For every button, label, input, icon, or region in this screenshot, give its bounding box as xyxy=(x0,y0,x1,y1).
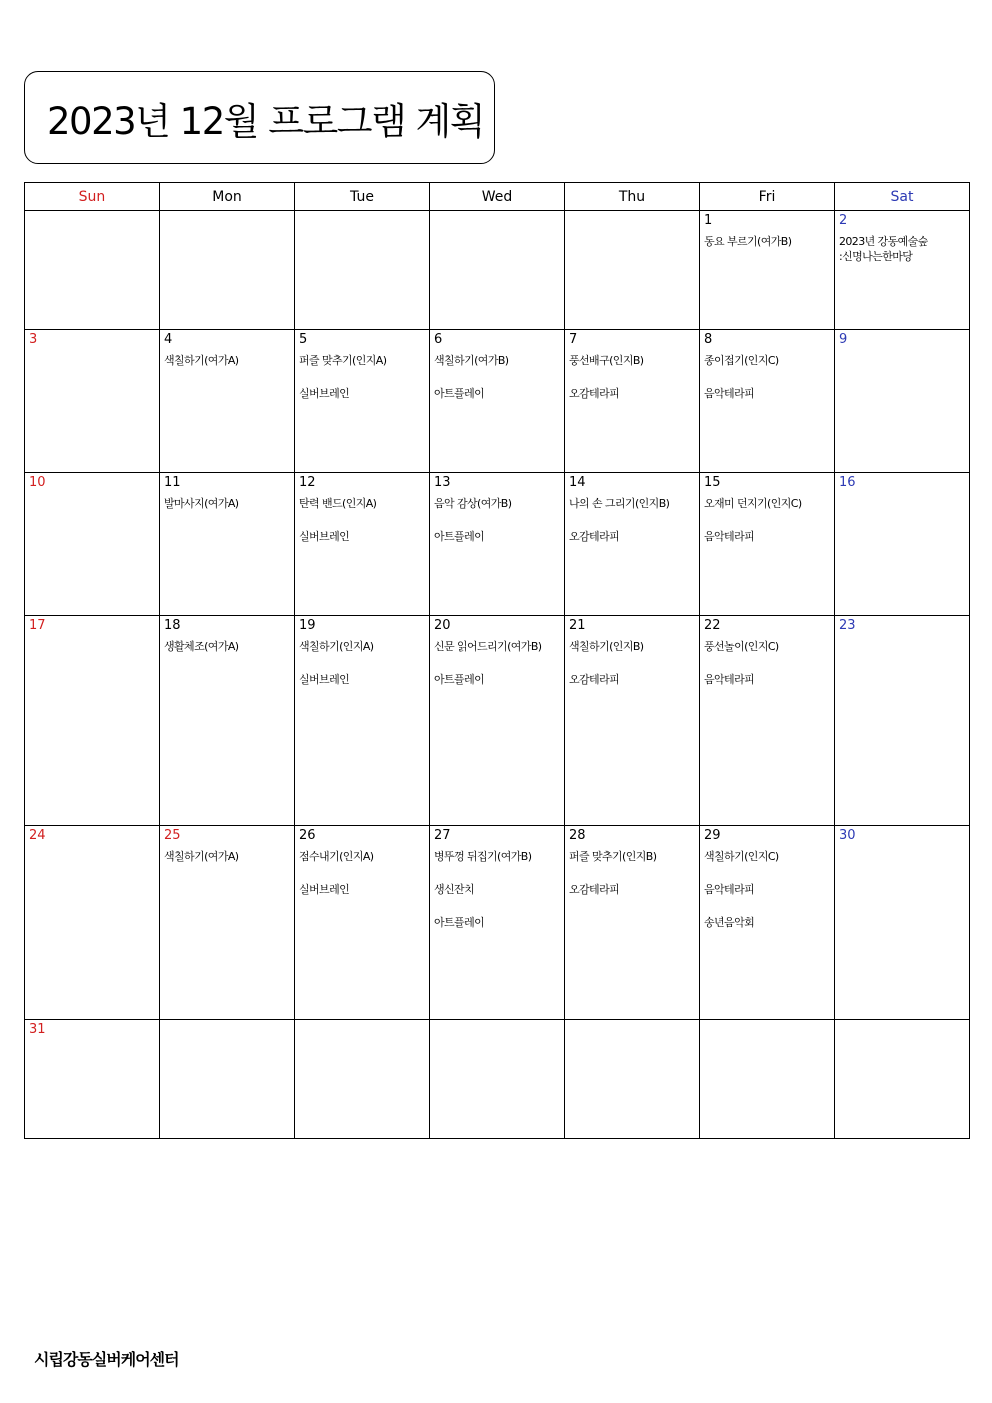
day-cell xyxy=(835,826,970,1020)
day-cell xyxy=(835,330,970,473)
day-cell xyxy=(430,473,565,616)
weekday-header-sat: Sat xyxy=(835,183,970,211)
day-number: 20 xyxy=(434,618,451,633)
day-cell xyxy=(565,473,700,616)
day-cell xyxy=(700,1020,835,1139)
program-item: 나의 손 그리기(인지B) xyxy=(569,497,670,510)
day-number: 29 xyxy=(704,828,721,843)
day-number: 7 xyxy=(569,332,578,347)
program-item: 실버브레인 xyxy=(299,387,350,400)
day-number: 28 xyxy=(569,828,586,843)
day-cell xyxy=(700,616,835,826)
calendar-grid xyxy=(24,182,970,1139)
day-cell xyxy=(160,473,295,616)
program-item: 오감테라피 xyxy=(569,387,620,400)
weekday-header-tue: Tue xyxy=(295,183,430,211)
day-cell xyxy=(25,826,160,1020)
program-item: 아트플레이 xyxy=(434,673,485,686)
day-cell xyxy=(835,473,970,616)
day-number: 11 xyxy=(164,475,181,490)
day-cell xyxy=(160,330,295,473)
day-number: 24 xyxy=(29,828,46,843)
day-cell xyxy=(160,826,295,1020)
day-number: 5 xyxy=(299,332,308,347)
program-item: 2023년 강동예술숲 xyxy=(839,235,928,248)
day-number: 10 xyxy=(29,475,46,490)
day-number: 21 xyxy=(569,618,586,633)
week-row xyxy=(25,616,970,826)
day-number: 27 xyxy=(434,828,451,843)
day-number: 9 xyxy=(839,332,848,347)
day-number: 18 xyxy=(164,618,181,633)
day-cell xyxy=(25,1020,160,1139)
program-item: 오감테라피 xyxy=(569,530,620,543)
weekday-header-wed: Wed xyxy=(430,183,565,211)
day-number: 30 xyxy=(839,828,856,843)
day-cell xyxy=(565,826,700,1020)
day-cell xyxy=(160,211,295,330)
day-cell xyxy=(565,1020,700,1139)
day-cell xyxy=(700,211,835,330)
program-item: 색칠하기(인지C) xyxy=(704,850,779,863)
program-item: 실버브레인 xyxy=(299,530,350,543)
day-number: 19 xyxy=(299,618,316,633)
day-cell xyxy=(700,473,835,616)
day-number: 22 xyxy=(704,618,721,633)
weekday-header-fri: Fri xyxy=(700,183,835,211)
day-number: 23 xyxy=(839,618,856,633)
program-item: :신명나는한마당 xyxy=(839,250,913,263)
program-item: 아트플레이 xyxy=(434,916,485,929)
program-item: 음악테라피 xyxy=(704,530,755,543)
day-number: 6 xyxy=(434,332,443,347)
program-item: 퍼즐 맞추기(인지B) xyxy=(569,850,657,863)
day-cell xyxy=(295,330,430,473)
program-item: 생신잔치 xyxy=(434,883,475,896)
day-number: 31 xyxy=(29,1022,46,1037)
day-number: 1 xyxy=(704,213,713,228)
program-item: 아트플레이 xyxy=(434,530,485,543)
program-item: 실버브레인 xyxy=(299,673,350,686)
program-item: 탄력 밴드(인지A) xyxy=(299,497,377,510)
program-item: 생활체조(여가A) xyxy=(164,640,239,653)
program-item: 발마사지(여가A) xyxy=(164,497,239,510)
program-item: 풍선배구(인지B) xyxy=(569,354,644,367)
week-row xyxy=(25,1020,970,1139)
program-item: 풍선놀이(인지C) xyxy=(704,640,779,653)
day-number: 4 xyxy=(164,332,173,347)
day-number: 15 xyxy=(704,475,721,490)
day-number: 17 xyxy=(29,618,46,633)
day-cell xyxy=(700,826,835,1020)
program-item: 음악 감상(여가B) xyxy=(434,497,512,510)
program-item: 실버브레인 xyxy=(299,883,350,896)
program-item: 종이접기(인지C) xyxy=(704,354,779,367)
program-item: 음악테라피 xyxy=(704,673,755,686)
day-cell xyxy=(565,616,700,826)
week-row xyxy=(25,826,970,1020)
program-item: 색칠하기(여가A) xyxy=(164,354,239,367)
day-number: 12 xyxy=(299,475,316,490)
day-cell xyxy=(160,1020,295,1139)
day-cell xyxy=(430,826,565,1020)
day-number: 2 xyxy=(839,213,848,228)
day-number: 14 xyxy=(569,475,586,490)
program-item: 점수내기(인지A) xyxy=(299,850,374,863)
program-item: 음악테라피 xyxy=(704,883,755,896)
day-number: 25 xyxy=(164,828,181,843)
program-item: 색칠하기(여가B) xyxy=(434,354,509,367)
day-cell xyxy=(835,1020,970,1139)
day-cell xyxy=(295,473,430,616)
day-cell xyxy=(835,616,970,826)
day-number: 3 xyxy=(29,332,38,347)
week-row xyxy=(25,330,970,473)
weekday-header-row xyxy=(25,183,970,211)
page-title: 2023년 12월 프로그램 계획 xyxy=(24,71,495,164)
day-number: 26 xyxy=(299,828,316,843)
program-item: 음악테라피 xyxy=(704,387,755,400)
day-cell xyxy=(25,330,160,473)
day-cell xyxy=(295,826,430,1020)
day-cell xyxy=(25,473,160,616)
day-cell xyxy=(430,330,565,473)
day-cell xyxy=(430,1020,565,1139)
program-item: 색칠하기(인지A) xyxy=(299,640,374,653)
day-cell xyxy=(430,616,565,826)
day-cell xyxy=(565,211,700,330)
day-cell xyxy=(295,211,430,330)
program-item: 병뚜껑 뒤집기(여가B) xyxy=(434,850,532,863)
weekday-header-thu: Thu xyxy=(565,183,700,211)
program-item: 오감테라피 xyxy=(569,883,620,896)
week-row xyxy=(25,211,970,330)
day-cell xyxy=(295,616,430,826)
day-cell xyxy=(25,211,160,330)
program-item: 송년음악회 xyxy=(704,916,755,929)
week-row xyxy=(25,473,970,616)
day-cell xyxy=(160,616,295,826)
day-number: 8 xyxy=(704,332,713,347)
day-cell xyxy=(25,616,160,826)
day-cell xyxy=(295,1020,430,1139)
program-item: 퍼즐 맞추기(인지A) xyxy=(299,354,387,367)
program-item: 오감테라피 xyxy=(569,673,620,686)
program-item: 신문 읽어드리기(여가B) xyxy=(434,640,542,653)
center-name: 시립강동실버케어센터 xyxy=(34,1350,179,1369)
day-cell xyxy=(430,211,565,330)
day-number: 16 xyxy=(839,475,856,490)
program-item: 아트플레이 xyxy=(434,387,485,400)
day-cell xyxy=(565,330,700,473)
weekday-header-mon: Mon xyxy=(160,183,295,211)
day-cell xyxy=(700,330,835,473)
program-item: 색칠하기(여가A) xyxy=(164,850,239,863)
program-item: 오재미 던지기(인지C) xyxy=(704,497,802,510)
weekday-header-sun: Sun xyxy=(25,183,160,211)
program-item: 동요 부르기(여가B) xyxy=(704,235,792,248)
day-cell xyxy=(835,211,970,330)
program-item: 색칠하기(인지B) xyxy=(569,640,644,653)
day-number: 13 xyxy=(434,475,451,490)
